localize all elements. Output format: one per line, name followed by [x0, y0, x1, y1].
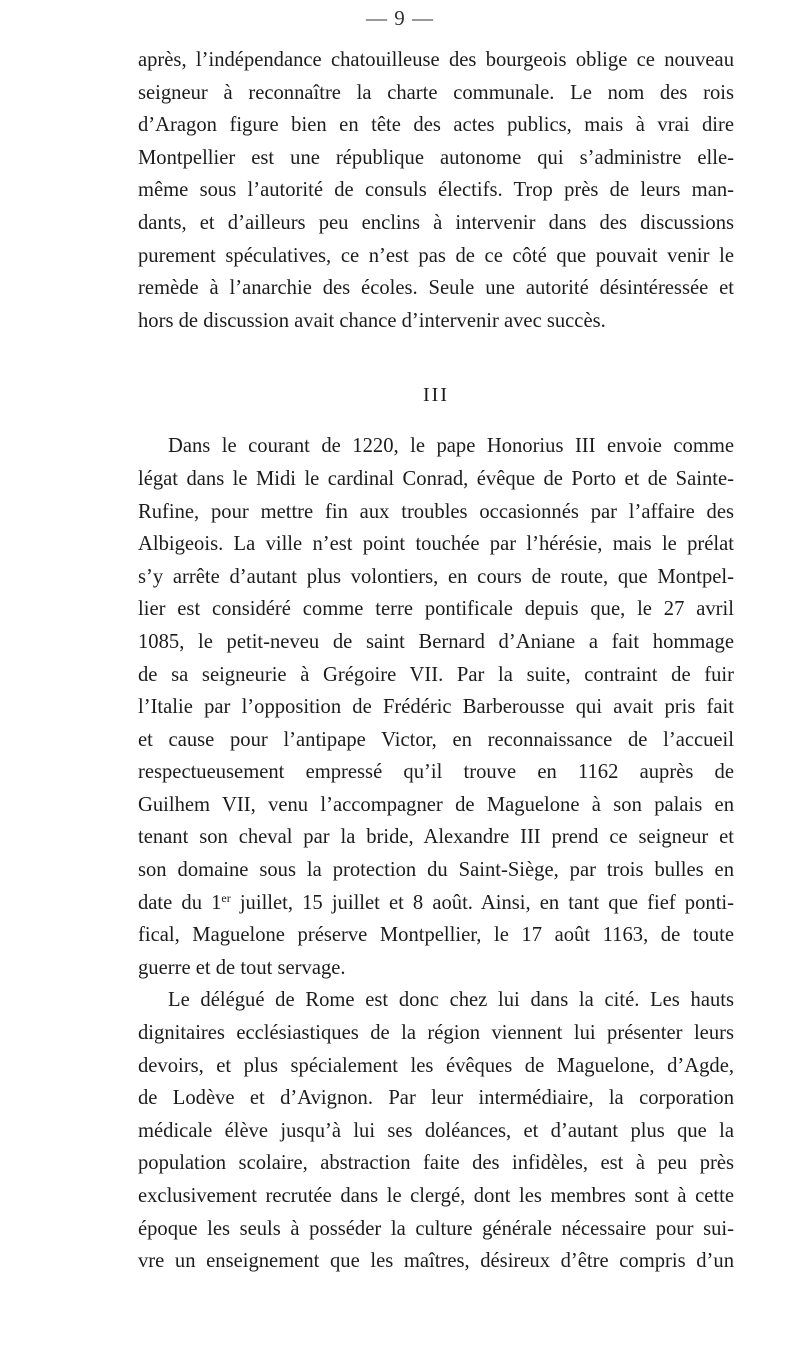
text-line: dignitaires ecclésiastiques de la région viennent lui présenter leurs	[138, 1022, 734, 1045]
text-line: de sa seigneurie à Grégoire VII. Par la suite, contraint de fuir	[138, 663, 734, 686]
text-line: Dans le courant de 1220, le pape Honorius III envoie comme	[168, 435, 734, 458]
text-line: même sous l’autorité de consuls électifs. Trop près de leurs man-	[138, 179, 734, 202]
text-line: son domaine sous la protection du Saint-Siège, par trois bulles en	[138, 859, 734, 882]
text-line: et cause pour l’antipape Victor, en reconnaissance de l’accueil	[138, 728, 734, 751]
text-line: d’Aragon figure bien en tête des actes publics, mais à vrai dire	[138, 114, 734, 137]
text-line: Guilhem VII, venu l’accompagner de Maguelone à son palais en	[138, 793, 734, 816]
text-line: fical, Maguelone préserve Montpellier, le 17 août 1163, de toute	[138, 924, 734, 947]
text-line: s’y arrête d’autant plus volontiers, en cours de route, que Montpel-	[138, 565, 734, 588]
superscript: er	[221, 890, 231, 905]
text-line: guerre et de tout servage.	[138, 956, 346, 979]
text-line: Montpellier est une république autonome qui s’administre elle-	[138, 146, 734, 169]
text-line: Albigeois. La ville n’est point touchée par l’hérésie, mais le prélat	[138, 533, 734, 556]
text-line: après, l’indépendance chatouilleuse des bourgeois oblige ce nouveau	[138, 49, 734, 71]
text-line: médicale élève jusqu’à lui ses doléances, et d’autant plus que la	[138, 1119, 734, 1142]
text-line: 1085, le petit-neveu de saint Bernard d’Aniane a fait hommage	[138, 630, 734, 653]
text-line: tenant son cheval par la bride, Alexandre III prend ce seigneur et	[138, 826, 734, 849]
text-line: époque les seuls à posséder la culture générale nécessaire pour sui-	[138, 1217, 734, 1240]
text-fragment: juillet, 15 juillet et 8 août. Ainsi, en tant que fief ponti-	[230, 891, 734, 914]
text-line: Le délégué de Rome est donc chez lui dans la cité. Les hauts	[168, 989, 734, 1012]
text-line: hors de discussion avait chance d’intervenir avec succès.	[138, 309, 606, 332]
section-heading: III	[423, 384, 449, 407]
text-line: lier est considéré comme terre pontificale depuis que, le 27 avril	[138, 598, 734, 621]
text-line: respectueusement empressé qu’il trouve en 1162 auprès de	[138, 761, 734, 784]
paragraph-3	[138, 984, 734, 1277]
text-line: l’Italie par l’opposition de Frédéric Barberousse qui avait pris fait	[138, 696, 734, 719]
paragraph-2	[138, 430, 734, 984]
body-text	[138, 44, 734, 1278]
text-line: remède à l’anarchie des écoles. Seule une autorité désintéressée et	[138, 277, 734, 300]
text-line: dants, et d’ailleurs peu enclins à intervenir dans des discussions	[138, 211, 734, 234]
text-line: légat dans le Midi le cardinal Conrad, évêque de Porto et de Sainte-	[138, 467, 734, 490]
text-line: de Lodève et d’Avignon. Par leur intermédiaire, la corporation	[138, 1087, 734, 1110]
text-fragment: date du 1	[138, 891, 222, 914]
text-line: devoirs, et plus spécialement les évêques de Maguelone, d’Agde,	[138, 1054, 734, 1077]
text-line: seigneur à reconnaître la charte communale. Le nom des rois	[138, 81, 734, 104]
paragraph-1	[138, 44, 734, 337]
text-line: purement spéculatives, ce n’est pas de ce côté que pouvait venir le	[138, 244, 734, 267]
text-line	[138, 887, 734, 920]
text-line: population scolaire, abstraction faite des infidèles, est à peu près	[138, 1152, 734, 1175]
text-line: vre un enseignement que les maîtres, désireux d’être compris d’un	[138, 1250, 734, 1273]
text-line: exclusivement recrutée dans le clergé, dont les membres sont à cette	[138, 1185, 734, 1207]
page-number: — 9 —	[366, 6, 434, 30]
text-line: Rufine, pour mettre fin aux troubles occasionnés par l’affaire des	[138, 500, 734, 523]
